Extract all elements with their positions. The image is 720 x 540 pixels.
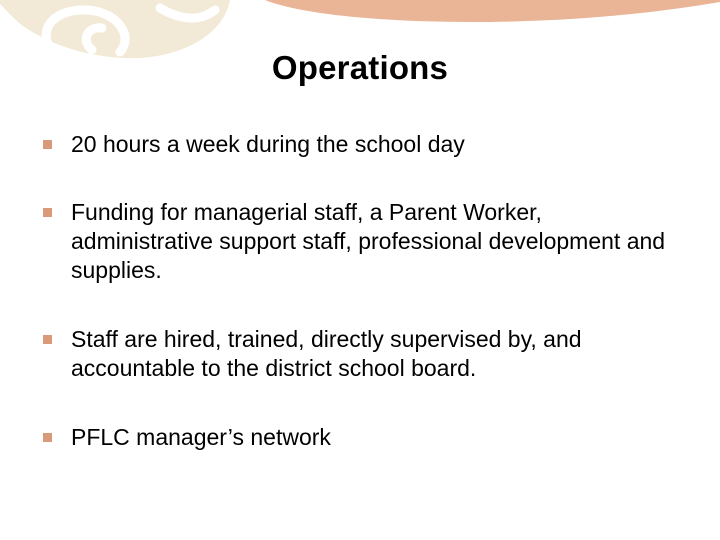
bullet-item: [40, 198, 680, 285]
slide-title: Operations: [271, 49, 449, 86]
square-bullet-icon: [43, 433, 52, 442]
bullet-text: Staff are hired, trained, directly supervised by, and accountable to the district school board.: [71, 326, 582, 381]
bullet-text: PFLC manager’s network: [71, 424, 331, 450]
bullet-item: [40, 325, 680, 383]
bullet-text: 20 hours a week during the school day: [71, 131, 465, 157]
banner-swoosh: [265, 0, 720, 22]
square-bullet-icon: [43, 208, 52, 217]
bullet-text: Funding for managerial staff, a Parent Worker, administrative support staff, professional development and supplies.: [71, 199, 666, 283]
square-bullet-icon: [43, 335, 52, 344]
bullet-item: [40, 130, 680, 159]
square-bullet-icon: [43, 140, 52, 149]
bullet-item: [40, 423, 680, 452]
